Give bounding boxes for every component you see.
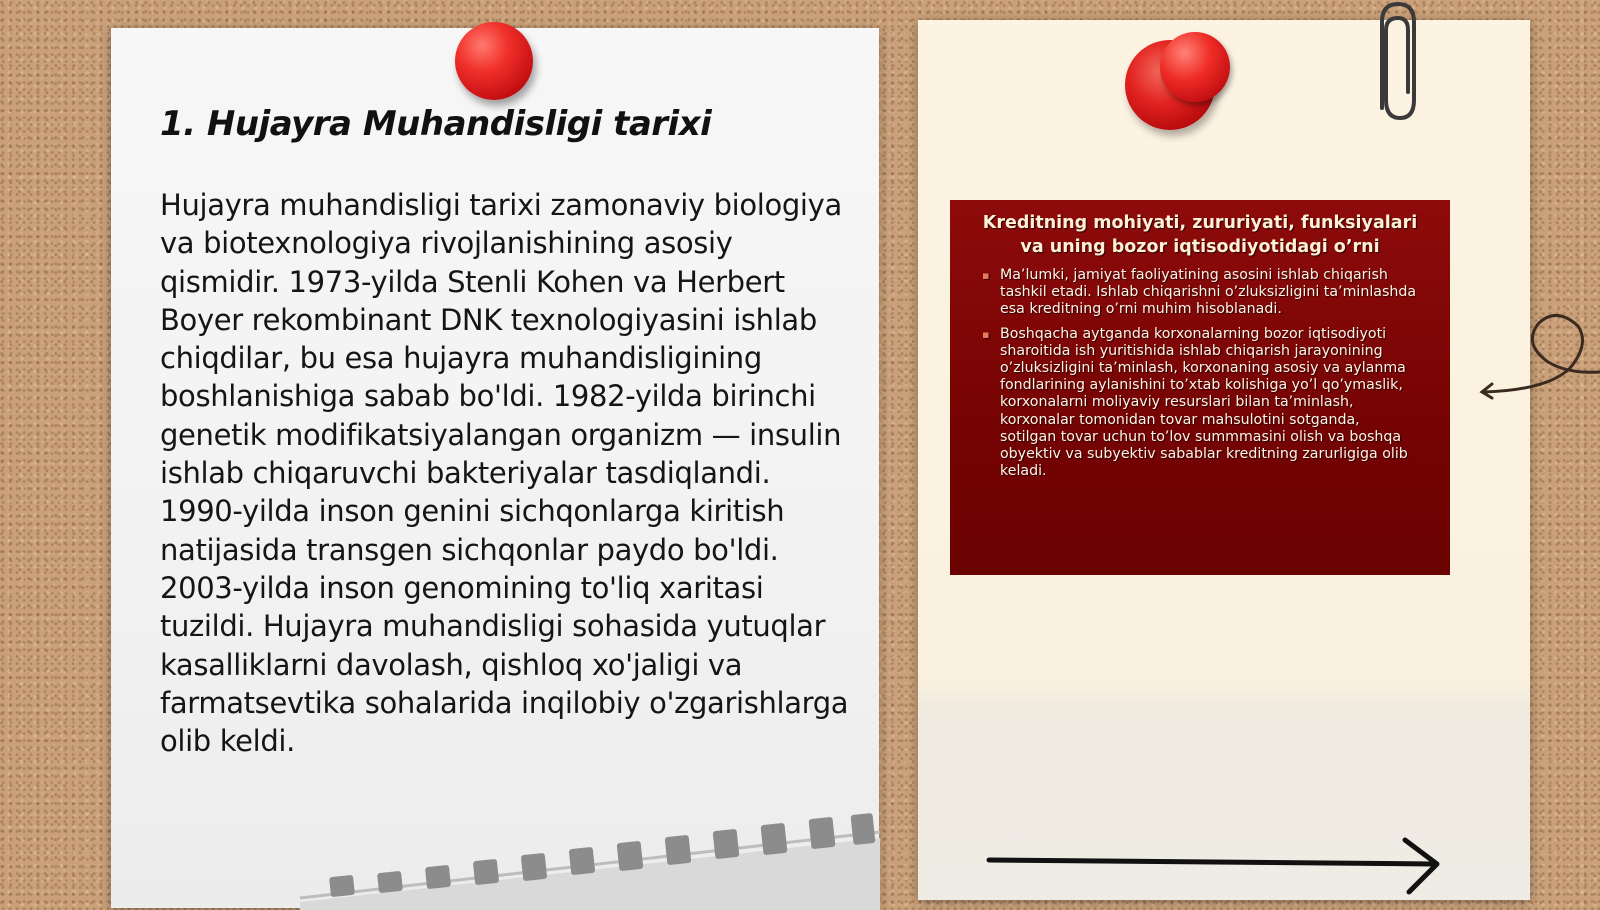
scribble-arrow-icon [1478,312,1600,412]
list-item-text: Ma’lumki, jamiyat faoliyatining asosini ishlab chiqarish tashkil etadi. Ishlab chiqarishni o’zluksizligini ta’minlashda esa kreditning o’rni muhim hisoblanadi. [1000,267,1417,318]
list-item [980,267,1420,319]
embedded-slide [950,200,1450,575]
embedded-slide-bullets [980,267,1420,480]
arrow-right-icon [985,836,1445,896]
note-body-text: Hujayra muhandisligi tarixi zamonaviy biologiya va biotexnologiya rivojlanishining asosiy qismidir. 1973-yilda Stenli Kohen va Herbert Boyer rekombinant DNK texnologiyasini ishlab chiqdilar, bu esa hujayra muhandisligining boshlanishiga sabab bo'ldi. 1982-yilda birinchi genetik modifikatsiyalangan organizm — insulin ishlab chiqaruvchi bakteriyalar tasdiqlandi. 1990-yilda inson genini sichqonlarga kiritish natijasida transgen sichqonlar paydo bo'ldi. 2003-yilda inson genomining to'liq xaritasi tuzildi. Hujayra muhandisligi sohasida yutuqlar kasalliklarni davolash, qishloq xo'jaligi va farmatsevtika sohalarida inqilobiy o'zgarishlarga olib keldi. [160,188,849,759]
note-title: 1. Hujayra Muhandisligi tarixi [160,104,712,144]
embedded-slide-title: Kreditning mohiyati, zururiyati, funksiyalari va uning bozor iqtisodiyotidagi o’rni [982,213,1418,257]
bullet-square-icon: ▪ [982,269,990,282]
bullet-square-icon: ▪ [982,327,990,341]
list-item-text: Boshqacha aytganda korxonalarning bozor iqtisodiyoti sharoitida ish yuritishida ishlab chiqarish jarayonining o’zluksizligini ta’minlash, korxonaning asosiy va aylanma fondlarining aylanishini to’xtab kolishiga yo’l qo’ymaslik, korxonalarni moliyaviy resurslari bilan ta’minlash, korxonalar tomonidan tovar mahsulotini sotganda, sotilgan tovar uchun to’lov summmasini olish va boshqa obyektiv va subyektiv sabablar kreditning zarurligiga olib keladi. [1000,325,1408,480]
list-item [980,326,1420,481]
push-pin-icon [1160,32,1230,102]
push-pin-icon [455,22,533,100]
torn-spiral-edge [300,810,880,910]
paperclip-icon [1370,0,1420,125]
